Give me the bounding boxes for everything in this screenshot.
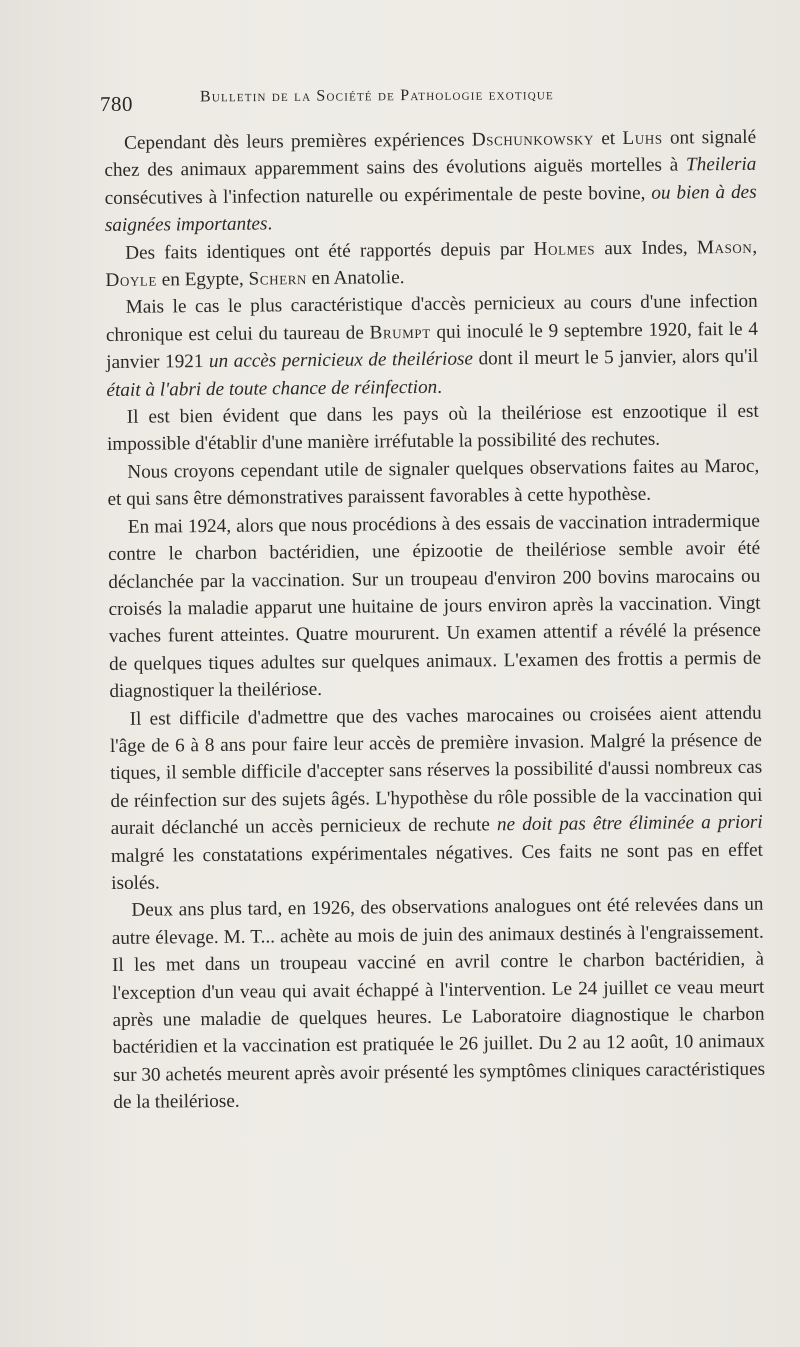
paragraph: [106, 288, 759, 404]
text-run: Il est bien évident que dans les pays où la theilériose est enzootique il est impossible d'établir d'une manière irréfutable la possibilité des rechutes.: [106, 400, 759, 456]
text-run: en Anatolie.: [306, 267, 405, 290]
emphasis-text: un accès pernicieux de theilériose: [208, 348, 474, 373]
text-run: malgré les constatations expérimentales négatives. Ces faits ne sont pas en effet isolés.: [110, 839, 764, 894]
text-run: Mais le cas le plus caractéristique d'accès pernicieux au cours d'une infection chronique est celui du taureau de: [105, 291, 758, 346]
emphasis-text: Theileria: [685, 154, 757, 176]
text-run: .: [267, 213, 273, 235]
text-run: Il est difficile d'admettre que des vaches marocaines ou croisées aient attendu l'âge de 6 à 8 ans pour faire leur accès de première invasion. Malgré la présence de tiques, il semble difficile d'accepter sans réserves la possibilité d'aussi nombreux cas de réinfection sur des sujets âgés. L'hypothèse du rôle possible de la vaccination qui aurait déclanché un accès pernicieux de rechute: [109, 702, 763, 840]
text-run: Cependant dès leurs premières expériences: [124, 129, 472, 154]
emphasis-text: ou bien à des saignées importantes: [104, 181, 757, 237]
paragraph: [110, 699, 764, 897]
author-name: Mason: [696, 236, 753, 258]
author-name: Brumpt: [369, 321, 431, 344]
text-run: dont il meurt le 5 janvier, alors qu'il: [472, 345, 759, 370]
page-header: [100, 80, 680, 118]
author-name: Holmes: [533, 237, 596, 260]
text-run: aux Indes,: [595, 236, 697, 259]
author-name: Dschunkowsky: [471, 128, 595, 151]
text-run: ont signalé chez des animaux apparemment sains des évolutions aiguës mortelles à: [104, 126, 757, 182]
text-run: Nous croyons cependant utile de signaler quelques observations faites au Maroc, et qui sans être démonstratives paraissent favorables à cette hypothèse.: [107, 455, 760, 511]
emphasis-text: était à l'abri de toute chance de réinfection: [106, 376, 438, 401]
paragraph: [108, 507, 762, 705]
text-run: En mai 1924, alors que nous procédions à des essais de vaccination intradermique contre le charbon bactéridien, une épizootie de theilériose semble avoir été déclanchée par la vaccination. Sur un troupeau d'environ 200 bovins marocains ou croisés la maladie apparut une huitaine de jours environ après la vaccination. Vingt vaches furent atteintes. Quatre moururent. Un examen attentif a révélé la présence de quelques tiques adultes sur quelques animaux. L'examen des frottis a permis de diagnostiquer la theilériose.: [107, 510, 762, 703]
text-run: en Egypte,: [156, 268, 249, 291]
paragraph: [104, 124, 757, 240]
text-run: ,: [752, 236, 758, 258]
author-name: Doyle: [105, 269, 158, 292]
running-title: Bulletin de la Société de Pathologie exotique: [199, 86, 554, 106]
body-text: [104, 124, 765, 1117]
text-run: consécutives à l'infection naturelle ou expérimentale de peste bovine,: [104, 182, 652, 209]
paragraph: [107, 453, 759, 514]
text-run: Des faits identiques ont été rapportés depuis par: [125, 238, 534, 264]
emphasis-text: ne doit pas être éliminée a priori: [496, 811, 763, 836]
page-number: 780: [99, 91, 134, 116]
author-name: Luhs: [622, 127, 663, 150]
paragraph: [111, 891, 765, 1116]
paragraph: [107, 398, 759, 459]
author-name: Schern: [248, 268, 308, 290]
text-run: Deux ans plus tard, en 1926, des observations analogues ont été relevées dans un autre élevage. M. T... achète au mois de juin des animaux destinés à l'engraissement. Il les met dans un troupeau vacciné en avril contre le charbon bactéridien, à l'exception d'un veau qui avait échappé à l'intervention. Le 24 juillet ce veau meurt après une maladie de quelques heures. Le Laboratoire diagnostique le charbon bactéridien et la vaccination est pratiquée le 26 juillet. Du 2 au 12 août, 10 animaux sur 30 achetés meurent après avoir présenté les symptômes cliniques caractéristiques de la theilériose.: [111, 894, 766, 1114]
text-run: et: [593, 128, 623, 150]
text-run: qui inoculé le 9 septembre 1920, fait le 4 janvier 1921: [106, 318, 759, 374]
text-run: .: [437, 376, 443, 398]
paragraph: [105, 233, 757, 294]
